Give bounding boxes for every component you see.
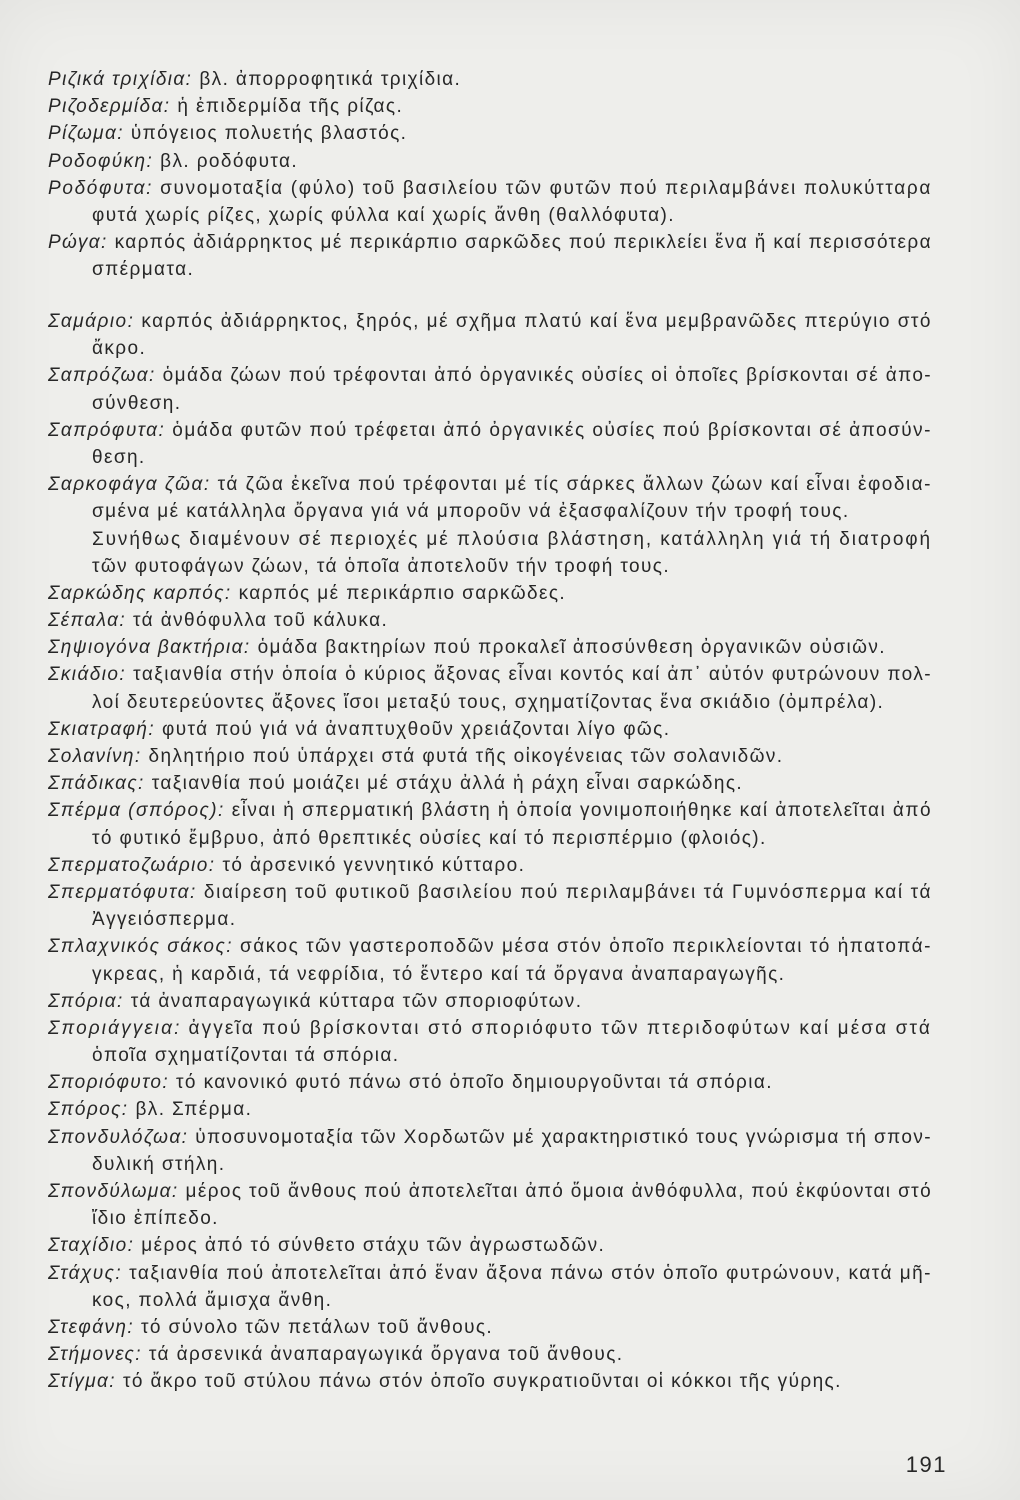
- glossary-entry: [48, 93, 932, 120]
- glossary-term: Σολανίνη:: [48, 746, 142, 767]
- entry-first-line: [48, 417, 932, 444]
- entry-first-line: [48, 1341, 932, 1368]
- glossary-term: Σκιατραφή:: [48, 718, 155, 740]
- entry-continuation-line: [92, 689, 932, 716]
- entry-first-line: [48, 1260, 932, 1287]
- glossary-entry: [48, 634, 932, 661]
- entry-first-line: [48, 770, 932, 797]
- glossary-entry: [48, 1368, 932, 1395]
- glossary-term: Σπερματόφυτα:: [48, 881, 197, 903]
- definition-text: ἀγγεῖα πού βρίσκονται στό σποριόφυτο τῶν πτεριδοφύτων καί μέσα στά: [188, 1017, 932, 1039]
- glossary-entry: [48, 308, 932, 362]
- entry-first-line: [48, 879, 932, 906]
- glossary-term: Στάχυς:: [48, 1262, 123, 1284]
- definition-text: τῶν φυτοφάγων ζώων, τά ὁποῖα ἀποτελοῦν τήν τροφή τους.: [92, 555, 671, 577]
- entry-continuation-line: [92, 526, 932, 553]
- glossary-entry: [48, 148, 932, 175]
- glossary-entry: [48, 229, 932, 283]
- definition-text: διαίρεση τοῦ φυτικοῦ βασιλείου πού περιλαμβάνει τά Γυμνόσπερμα καί τά: [203, 881, 933, 903]
- glossary-entry: [48, 66, 932, 93]
- glossary-term: Ρώγα:: [48, 232, 108, 254]
- glossary-term: Σαρκοφάγα ζῶα:: [48, 474, 211, 496]
- entry-first-line: [48, 661, 932, 688]
- glossary-entry: [48, 580, 932, 607]
- glossary-term: Σαπρόζωα:: [48, 365, 156, 387]
- definition-text: καρπός μέ περικάρπιο σαρκῶδες.: [238, 582, 567, 604]
- definition-text: ὁμάδα βακτηρίων πού προκαλεῖ ἀποσύνθεση ὀργανικῶν οὐσιῶν.: [257, 637, 886, 659]
- entry-first-line: [48, 175, 932, 202]
- glossary-term: Σέπαλα:: [48, 610, 127, 632]
- entry-first-line: [48, 743, 932, 770]
- glossary-entry: [48, 933, 932, 987]
- glossary-entry: [48, 1314, 932, 1341]
- glossary-term: Στήμονες:: [48, 1344, 142, 1366]
- definition-text: τά ἀρσενικά ἀναπαραγωγικά ὄργανα τοῦ ἄνθους.: [148, 1344, 624, 1366]
- entry-first-line: [48, 716, 932, 743]
- entry-first-line: [48, 1096, 932, 1123]
- definition-text: ταξιανθία πού ἀποτελεῖται ἀπό ἕναν ἄξονα πάνω στόν ὁποῖο φυτρώνουν, κατά μῆ-: [129, 1262, 932, 1284]
- definition-text: συνομοταξία (φύλο) τοῦ βασιλείου τῶν φυτῶν πού περιλαμβάνει πολυκύτταρα: [160, 177, 933, 199]
- glossary-term: Σποριόφυτο:: [48, 1072, 170, 1094]
- glossary-entry: [48, 1096, 932, 1123]
- entry-continuation-line: [92, 825, 932, 852]
- glossary-entry: [48, 852, 932, 879]
- glossary-entry: [48, 661, 932, 715]
- entry-first-line: [48, 1314, 932, 1341]
- entry-first-line: [48, 471, 932, 498]
- definition-text: λοί δευτερεύοντες ἄξονες ἴσοι μεταξύ τους, σχηματίζοντας ἕνα σκιάδιο (ὀμπρέλα).: [92, 691, 885, 713]
- glossary-entry: [48, 879, 932, 933]
- entry-first-line: [48, 362, 932, 389]
- entry-continuation-line: [92, 202, 932, 229]
- glossary-section-sigma: [48, 308, 932, 1396]
- glossary-entry: [48, 1069, 932, 1096]
- glossary-term: Σταχίδιο:: [48, 1235, 135, 1257]
- glossary-entry: [48, 1341, 932, 1368]
- glossary-term: Ροδοφύκη:: [48, 150, 154, 172]
- glossary-entry: [48, 362, 932, 416]
- entry-first-line: [48, 1368, 932, 1395]
- definition-text: σύνθεση.: [92, 392, 182, 414]
- glossary-entry: [48, 716, 932, 743]
- definition-text: τό φυτικό ἔμβρυο, ἀπό θρεπτικές οὐσίες καί τό περισπέρμιο (φλοιός).: [92, 827, 767, 849]
- glossary-term: Ριζικά τριχίδια:: [48, 69, 193, 90]
- definition-text: τά ἀνθόφυλλα τοῦ κάλυκα.: [133, 610, 389, 632]
- glossary-entry: [48, 770, 932, 797]
- definition-text: ὁμάδα φυτῶν πού τρέφεται ἀπό ὀργανικές οὐσίες πού βρίσκονται σέ ἀποσύν-: [172, 419, 933, 441]
- definition-text: γκρεας, ἡ καρδιά, τά νεφρίδια, τό ἔντερο καί τά ὄργανα ἀναπαραγωγῆς.: [92, 963, 786, 985]
- definition-text: τό ἄκρο τοῦ στύλου πάνω στόν ὁποῖο συγκρατιοῦνται οἱ κόκκοι τῆς γύρης.: [122, 1371, 842, 1393]
- entry-continuation-line: [92, 961, 932, 988]
- entry-first-line: [48, 607, 932, 634]
- glossary-term: Σπάδικας:: [48, 773, 145, 795]
- glossary-entry: [48, 1124, 932, 1178]
- entry-first-line: [48, 66, 932, 93]
- glossary-term: Σπερματοζωάριο:: [48, 854, 216, 876]
- glossary-entry: [48, 471, 932, 580]
- glossary-entry: [48, 120, 932, 147]
- glossary-section-rho: [48, 66, 932, 284]
- glossary-entry: [48, 988, 932, 1015]
- definition-text: ὑπόγειος πολυετής βλαστός.: [130, 123, 408, 145]
- glossary-term: Σαπρόφυτα:: [48, 419, 166, 441]
- glossary-entry: [48, 797, 932, 851]
- entry-continuation-line: [92, 1287, 932, 1314]
- definition-text: ἡ ἐπιδερμίδα τῆς ρίζας.: [177, 96, 404, 118]
- definition-text: τό κανονικό φυτό πάνω στό ὁποῖο δημιουργοῦνται τά σπόρια.: [176, 1072, 773, 1094]
- definition-text: δηλητήριο πού ὑπάρχει στά φυτά τῆς οἰκογένειας τῶν σολανιδῶν.: [148, 746, 784, 767]
- definition-text: κος, πολλά ἄμισχα ἄνθη.: [92, 1289, 333, 1311]
- glossary-term: Στίγμα:: [48, 1371, 116, 1393]
- glossary-entry: [48, 1178, 932, 1232]
- glossary-entry: [48, 175, 932, 229]
- entry-continuation-line: [92, 906, 932, 933]
- definition-text: ὁποῖα σχηματίζονται τά σπόρια.: [92, 1045, 400, 1067]
- entry-first-line: [48, 229, 932, 256]
- entry-first-line: [48, 933, 932, 960]
- glossary-term: Σπονδυλόζωα:: [48, 1126, 189, 1148]
- glossary-term: Σπονδύλωμα:: [48, 1181, 179, 1202]
- definition-text: Ἀγγειόσπερμα.: [92, 909, 237, 931]
- entry-first-line: [48, 93, 932, 120]
- entry-continuation-line: [92, 498, 932, 525]
- glossary-entry: [48, 607, 932, 634]
- entry-continuation-line: [92, 1205, 932, 1232]
- glossary-term: Σαρκώδης καρπός:: [48, 582, 232, 604]
- glossary-term: Σαμάριο:: [48, 311, 135, 332]
- glossary-term: Σκιάδιο:: [48, 664, 127, 686]
- definition-text: ταξιανθία πού μοιάζει μέ στάχυ ἀλλά ἡ ράχη εἶναι σαρκώδης.: [151, 773, 744, 795]
- definition-text: τά ζῶα ἐκεῖνα πού τρέφονται μέ τίς σάρκες ἄλλων ζώων καί εἶναι ἐφοδια-: [217, 474, 933, 496]
- definition-text: δυλική στήλη.: [92, 1153, 226, 1175]
- glossary-entry: [48, 1015, 932, 1069]
- entry-first-line: [48, 634, 932, 661]
- entry-continuation-line: [92, 553, 932, 580]
- definition-text: σπέρματα.: [92, 259, 195, 281]
- entry-first-line: [48, 308, 932, 335]
- entry-first-line: [48, 1178, 932, 1205]
- entry-first-line: [48, 148, 932, 175]
- glossary-term: Ροδόφυτα:: [48, 177, 154, 199]
- entry-first-line: [48, 1015, 932, 1042]
- definition-text: ὑποσυνομοταξία τῶν Χορδωτῶν μέ χαρακτηριστικό τους γνώρισμα τή σπον-: [195, 1126, 933, 1148]
- entry-first-line: [48, 1069, 932, 1096]
- definition-text: βλ. Σπέρμα.: [135, 1099, 253, 1121]
- entry-first-line: [48, 852, 932, 879]
- definition-text: τό ἀρσενικό γεννητικό κύτταρο.: [222, 854, 526, 876]
- glossary-entry: [48, 1260, 932, 1314]
- entry-first-line: [48, 988, 932, 1015]
- definition-text: τά ἀναπαραγωγικά κύτταρα τῶν σποριοφύτων.: [130, 990, 583, 1012]
- glossary-term: Σπλαχνικός σάκος:: [48, 936, 234, 958]
- entry-continuation-line: [92, 1151, 932, 1178]
- entry-continuation-line: [92, 444, 932, 471]
- definition-text: καρπός ἀδιάρρηκτος μέ περικάρπιο σαρκῶδες πού περικλείει ἕνα ἤ καί περισσότερα: [114, 232, 932, 254]
- glossary-entry: [48, 1232, 932, 1259]
- glossary-term: Σποριάγγεια:: [48, 1017, 182, 1039]
- entry-first-line: [48, 580, 932, 607]
- definition-text: θεση.: [92, 446, 146, 468]
- definition-text: βλ. ἀπορροφητικά τριχίδια.: [199, 69, 462, 90]
- definition-text: φυτά χωρίς ρίζες, χωρίς φύλλα καί χωρίς ἄνθη (θαλλόφυτα).: [92, 204, 675, 226]
- glossary-term: Σπόρος:: [48, 1099, 129, 1121]
- definition-text: μέρος τοῦ ἄνθους πού ἀποτελεῖται ἀπό ὅμοια ἀνθόφυλλα, πού ἐκφύονται στό: [185, 1181, 933, 1202]
- definition-text: ἴδιο ἐπίπεδο.: [92, 1208, 219, 1230]
- definition-text: βλ. ροδόφυτα.: [160, 150, 299, 172]
- definition-text: σμένα μέ κατάλληλα ὄργανα γιά νά μποροῦν νά ἐξασφαλίζουν τήν τροφή τους.: [92, 501, 850, 523]
- entry-continuation-line: [92, 256, 932, 283]
- definition-text: σάκος τῶν γαστεροποδῶν μέσα στόν ὁποῖο περικλείονται τό ἡπατοπά-: [240, 936, 932, 958]
- definition-text: Συνήθως διαμένουν σέ περιοχές μέ πλούσια βλάστηση, κατάλληλη γιά τή διατροφή: [92, 528, 932, 550]
- definition-text: μέρος ἀπό τό σύνθετο στάχυ τῶν ἀγρωστωδῶν.: [141, 1235, 606, 1257]
- entry-first-line: [48, 1124, 932, 1151]
- glossary-term: Στεφάνη:: [48, 1316, 134, 1338]
- glossary-entry: [48, 417, 932, 471]
- definition-text: φυτά πού γιά νά ἀναπτυχθοῦν χρειάζονται λίγο φῶς.: [162, 718, 671, 740]
- entry-continuation-line: [92, 390, 932, 417]
- glossary-term: Σπέρμα (σπόρος):: [48, 800, 225, 822]
- definition-text: καρπός ἀδιάρρηκτος, ξηρός, μέ σχῆμα πλατύ καί ἕνα μεμβρανῶδες πτερύγιο στό: [141, 311, 932, 332]
- entry-first-line: [48, 120, 932, 147]
- entry-continuation-line: [92, 335, 932, 362]
- definition-text: ταξιανθία στήν ὁποία ὁ κύριος ἄξονας εἶναι κοντός καί ἀπ᾽ αὐτόν φυτρώνουν πολ-: [133, 664, 933, 686]
- glossary-term: Σπόρια:: [48, 990, 124, 1012]
- glossary-term: Ρίζωμα:: [48, 123, 124, 145]
- glossary-term: Ριζοδερμίδα:: [48, 96, 171, 118]
- definition-text: ἄκρο.: [92, 338, 147, 360]
- definition-text: ὁμάδα ζώων πού τρέφονται ἀπό ὀργανικές οὐσίες οἱ ὁποῖες βρίσκονται σέ ἀπο-: [162, 365, 933, 387]
- glossary-term: Σηψιογόνα βακτήρια:: [48, 637, 251, 659]
- glossary-entry: [48, 743, 932, 770]
- entry-first-line: [48, 1232, 932, 1259]
- entry-continuation-line: [92, 1042, 932, 1069]
- entry-first-line: [48, 797, 932, 824]
- definition-text: τό σύνολο τῶν πετάλων τοῦ ἄνθους.: [141, 1316, 494, 1338]
- page-number: 191: [905, 1452, 947, 1477]
- definition-text: εἶναι ἡ σπερματική βλάστη ἡ ὁποία γονιμοποιήθηκε καί ἀποτελεῖται ἀπό: [231, 800, 933, 822]
